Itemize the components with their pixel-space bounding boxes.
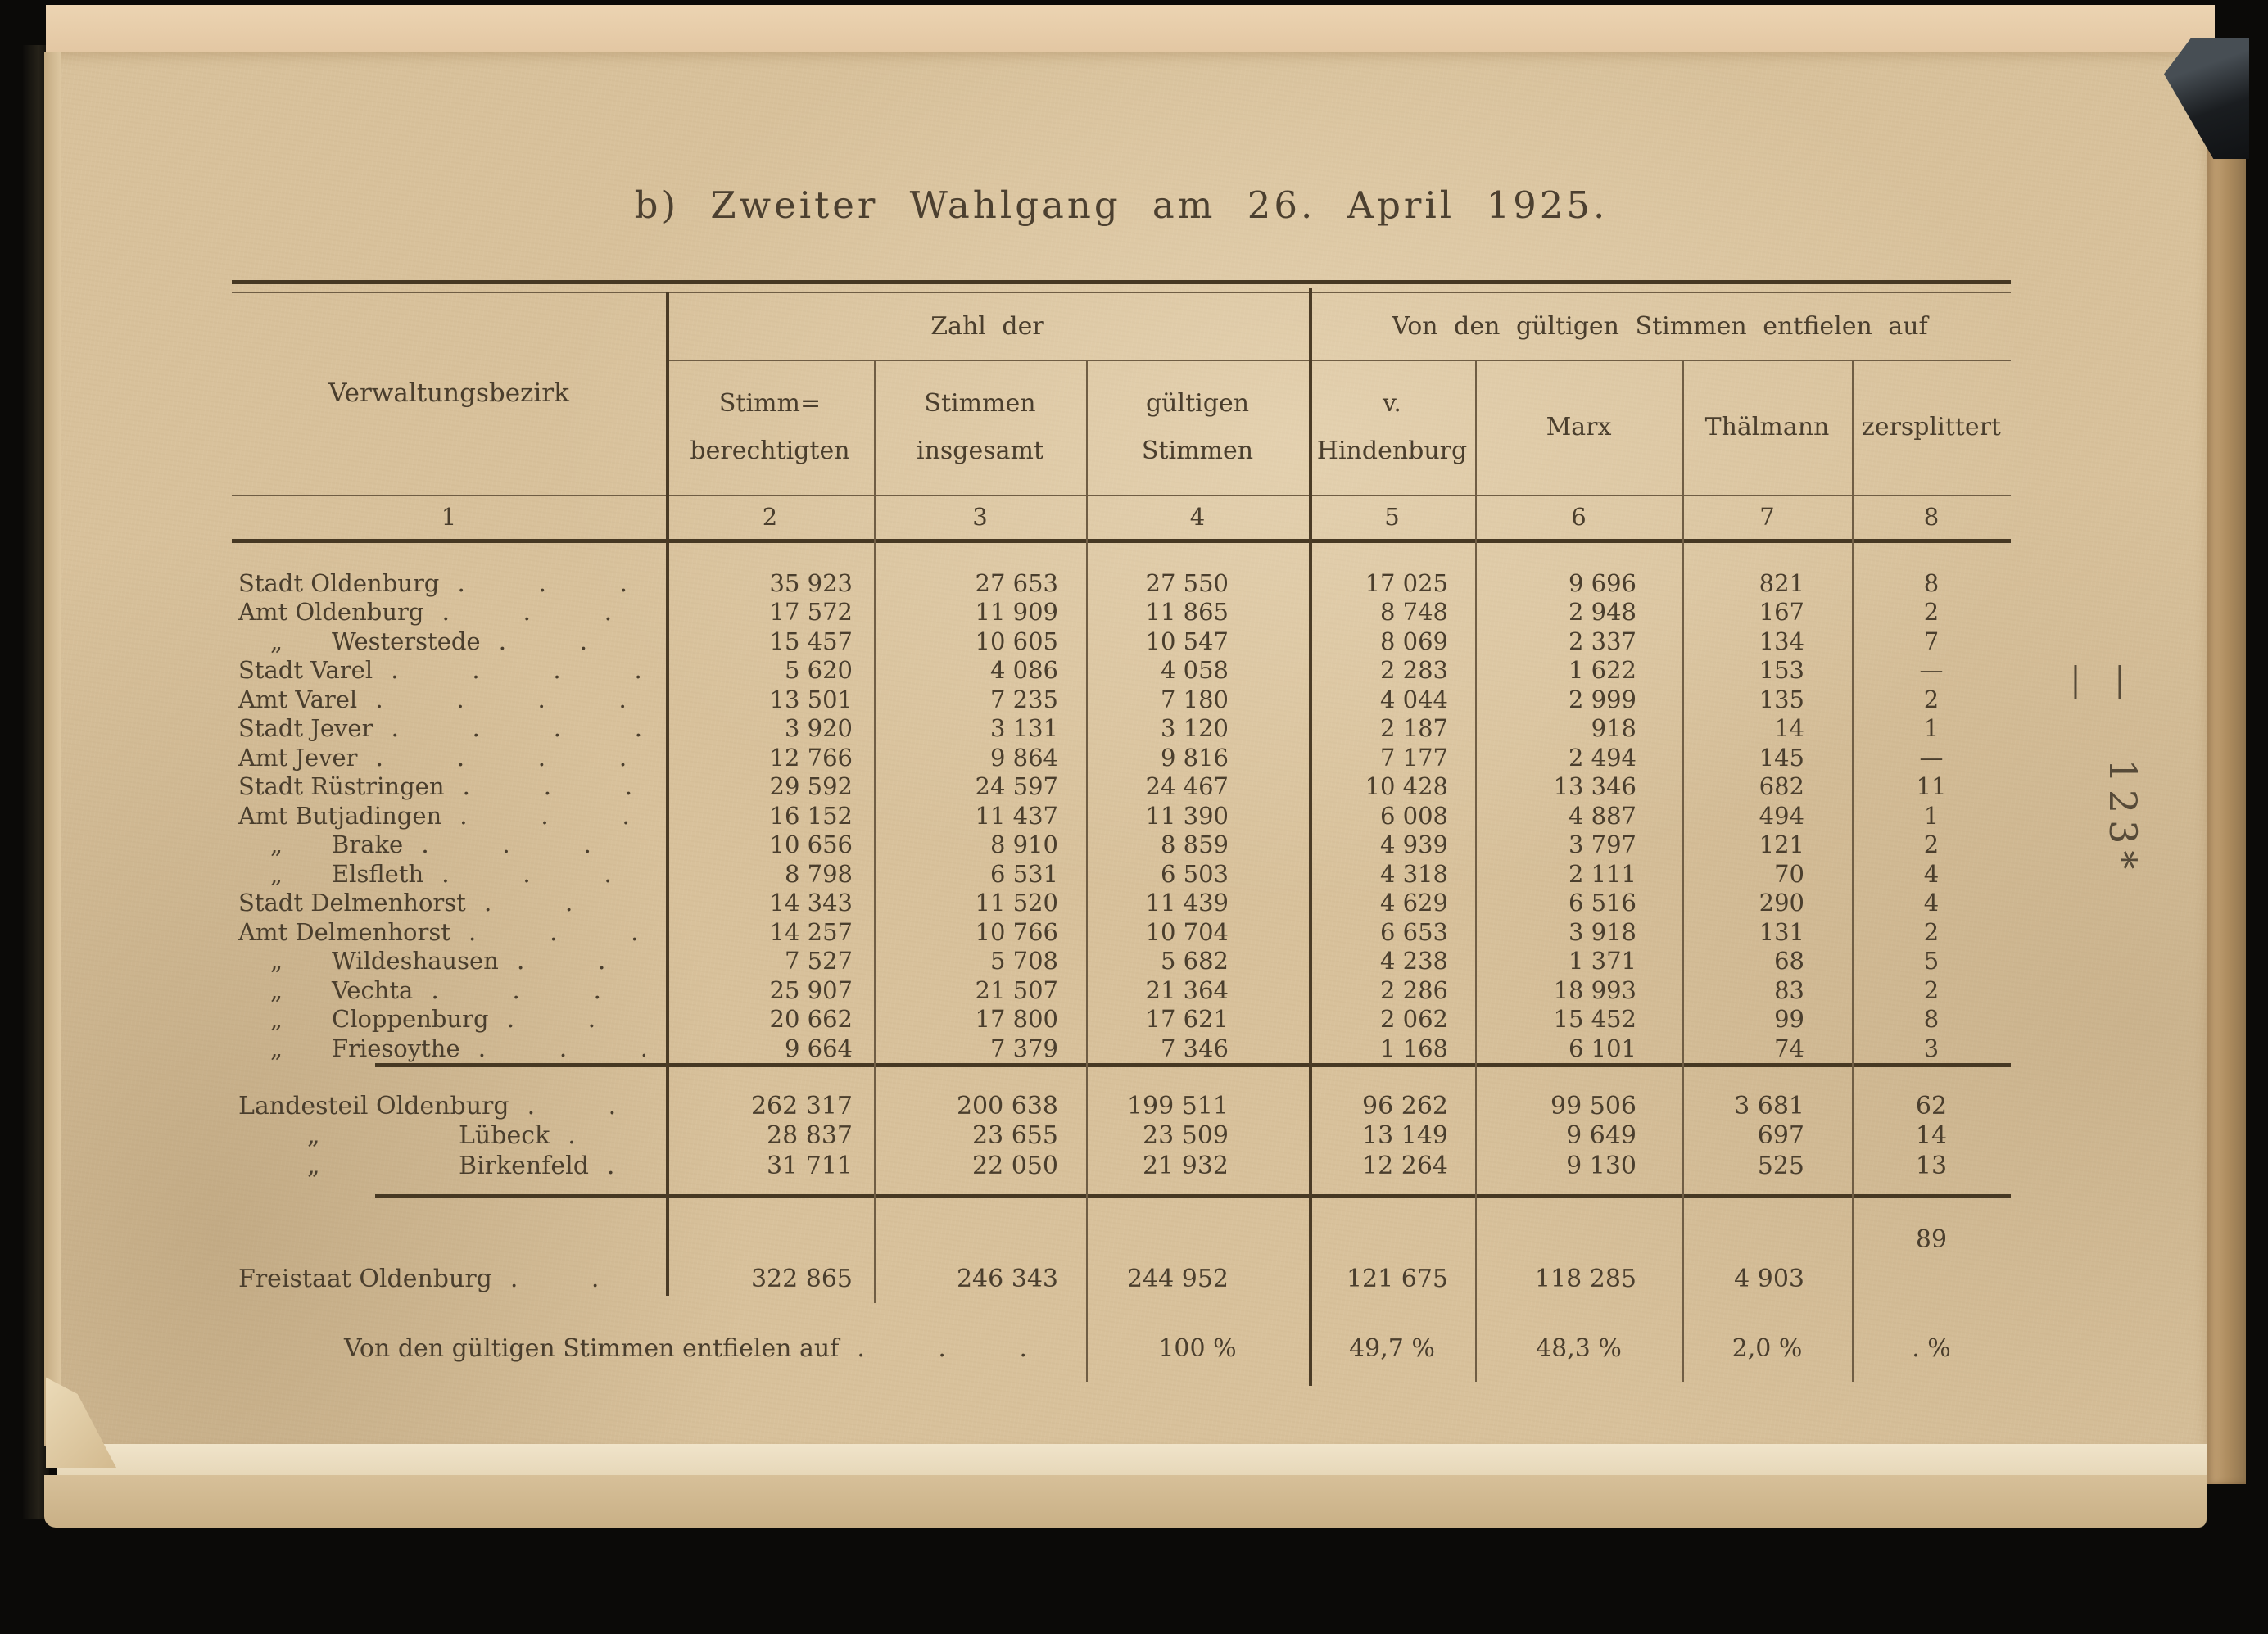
district-stub-cell	[232, 598, 666, 626]
table-row	[232, 859, 2011, 889]
cell-stimmen-insgesamt: 10 605	[975, 627, 1058, 655]
cell-stimmberechtigte: 35 923	[769, 568, 853, 597]
cell-thaelmann: 74	[1774, 1034, 1804, 1062]
district-label: Amt Jever	[238, 743, 358, 772]
column-number-row	[232, 495, 2011, 539]
column-number: 7	[1759, 503, 1775, 531]
dot-leader	[463, 772, 645, 797]
cell-stimmen-insgesamt: 11 520	[975, 889, 1058, 917]
cell-stimmberechtigte: 29 592	[769, 772, 853, 801]
cell-marx: 2 111	[1568, 859, 1636, 888]
column-header-gueltige-stimmen: gültigen Stimmen	[1141, 389, 1254, 465]
cell-stimmberechtigte: 14 257	[769, 917, 853, 946]
cell-marx: 918	[1591, 714, 1636, 743]
cell-hindenburg: 2 187	[1379, 714, 1448, 743]
district-label: Stadt Oldenburg	[238, 568, 440, 597]
cell-stimmen-insgesamt: 8 910	[989, 831, 1058, 859]
cell-zersplittert: 2	[1923, 917, 1940, 946]
cell-zersplittert: 2	[1923, 831, 1940, 859]
cell-stimmberechtigte: 8 798	[784, 859, 853, 888]
cell-marx: 99 506	[1550, 1091, 1636, 1120]
cell-hindenburg: 2 283	[1379, 656, 1448, 685]
district-label: Westerstede	[332, 627, 481, 655]
cell-marx: 1 371	[1568, 947, 1636, 975]
dot-leader	[391, 714, 645, 739]
column-header-stimmberechtigte: Stimm= berechtigten	[690, 389, 850, 465]
column-number: 6	[1571, 503, 1587, 531]
cell-gueltige-stimmen: 21 932	[1143, 1151, 1229, 1180]
cell-hindenburg: 4 629	[1379, 889, 1448, 917]
district-label: Landesteil Oldenburg	[238, 1091, 509, 1120]
cell-gueltige-stimmen: 9 816	[1160, 743, 1229, 772]
cell-stimmberechtigte: 20 662	[769, 1005, 853, 1034]
page-number: — 123* —	[2057, 663, 2145, 876]
group-header-gueltige-stimmen: Von den gültigen Stimmen entfielen auf	[1392, 311, 1928, 341]
cell-zersplittert: 8	[1923, 568, 1940, 597]
cell-stimmen-insgesamt: 11 909	[975, 598, 1058, 627]
page-left-edge	[44, 52, 61, 1444]
district-label: Wildeshausen	[332, 947, 499, 975]
cell-zersplittert: 14	[1915, 1121, 1948, 1151]
cell-marx: 3 797	[1568, 831, 1636, 859]
cell-thaelmann: 134	[1759, 627, 1804, 655]
table-row	[232, 685, 2011, 714]
dot-leader	[484, 889, 645, 913]
district-stub-cell	[232, 1005, 666, 1033]
cell-gueltige-stimmen: 17 621	[1145, 1005, 1229, 1034]
table-row	[232, 1224, 2011, 1294]
table-row	[232, 568, 2011, 598]
page-block-right-edge	[2207, 43, 2246, 1484]
cell-thaelmann: 68	[1774, 947, 1804, 975]
district-label: Amt Varel	[238, 685, 358, 713]
district-stub-cell	[232, 1092, 666, 1120]
ditto-mark: „	[270, 947, 283, 975]
cell-stimmen-insgesamt: 23 655	[972, 1121, 1058, 1151]
cell-hindenburg: 17 025	[1365, 568, 1448, 597]
cell-marx: 15 452	[1553, 1005, 1636, 1034]
district-stub-cell	[232, 772, 666, 800]
cell-zersplittert: 7	[1923, 627, 1940, 655]
table-row	[232, 1091, 2011, 1121]
rule-top-thick	[232, 280, 2011, 284]
district-label: Vechta	[332, 975, 414, 1004]
cell-gueltige-stimmen: 7 346	[1160, 1034, 1229, 1062]
cell-stimmen-insgesamt: 3 131	[989, 714, 1058, 743]
cell-stimmen-insgesamt: 9 864	[989, 743, 1058, 772]
cell-zersplittert: 11	[1916, 772, 1947, 801]
cell-stimmberechtigte: 13 501	[769, 685, 853, 713]
district-stub-cell	[232, 686, 666, 713]
ditto-mark: „	[270, 1005, 283, 1034]
ditto-mark: „	[307, 1151, 320, 1180]
dot-leader	[441, 860, 645, 885]
cell-thaelmann: 821	[1759, 568, 1804, 597]
cell-thaelmann: 3 681	[1734, 1091, 1804, 1120]
cell-gueltige-stimmen: 10 547	[1145, 627, 1229, 655]
dot-leader	[507, 1005, 645, 1030]
table-row	[232, 889, 2011, 918]
cell-stimmberechtigte: 262 317	[750, 1091, 853, 1120]
cell-zersplittert: —	[1919, 743, 1944, 772]
district-label: Freistaat Oldenburg	[238, 1264, 492, 1293]
cell-gueltige-stimmen: 27 550	[1145, 568, 1229, 597]
cell-marx: 6 516	[1568, 889, 1636, 917]
district-stub-cell	[232, 714, 666, 742]
cell-marx: 4 887	[1568, 801, 1636, 830]
cell-zersplittert: 89	[1915, 1224, 1948, 1254]
cell-stimmberechtigte: 31 711	[767, 1151, 853, 1180]
cell-stimmberechtigte: 28 837	[767, 1121, 853, 1151]
ditto-mark: „	[270, 627, 283, 655]
cell-hindenburg: 4 238	[1379, 947, 1448, 975]
percent-valid: 100 %	[1158, 1333, 1237, 1363]
district-stub-cell	[232, 831, 666, 858]
dot-leader	[375, 686, 645, 710]
cell-gueltige-stimmen: 23 509	[1143, 1121, 1229, 1151]
ditto-mark: „	[270, 859, 283, 888]
cell-hindenburg: 8 069	[1379, 627, 1448, 655]
district-stub-cell	[232, 627, 666, 655]
underlying-page-edge	[57, 1444, 2207, 1477]
cell-zersplittert: 1	[1923, 714, 1940, 743]
cell-stimmen-insgesamt: 246 343	[956, 1264, 1058, 1293]
dot-leader	[469, 918, 645, 943]
table-row	[232, 975, 2011, 1005]
cell-gueltige-stimmen: 10 704	[1145, 917, 1229, 946]
district-label: Amt Oldenburg	[238, 598, 424, 627]
cell-zersplittert: 4	[1923, 859, 1940, 888]
cell-stimmberechtigte: 7 527	[784, 947, 853, 975]
cell-stimmen-insgesamt: 4 086	[989, 656, 1058, 685]
cell-zersplittert: 2	[1923, 685, 1940, 713]
cell-zersplittert: 13	[1915, 1151, 1948, 1180]
cell-hindenburg: 2 286	[1379, 975, 1448, 1004]
cell-hindenburg: 2 062	[1379, 1005, 1448, 1034]
district-stub-cell	[232, 860, 666, 888]
cell-stimmberechtigte: 16 152	[769, 801, 853, 830]
cell-marx: 18 993	[1553, 975, 1636, 1004]
cell-gueltige-stimmen: 24 467	[1145, 772, 1229, 801]
cell-thaelmann: 682	[1759, 772, 1804, 801]
column-number: 5	[1384, 503, 1400, 531]
table-row	[232, 1034, 2011, 1063]
cell-zersplittert: 8	[1923, 1005, 1940, 1034]
cell-thaelmann: 525	[1757, 1151, 1804, 1180]
cell-stimmen-insgesamt: 21 507	[975, 975, 1058, 1004]
cell-stimmen-insgesamt: 11 437	[975, 801, 1058, 830]
district-rows	[232, 568, 2011, 1063]
page-title: b) Zweiter Wahlgang am 26. April 1925.	[634, 183, 1609, 227]
cell-gueltige-stimmen: 21 364	[1145, 975, 1229, 1004]
district-label: Brake	[332, 831, 404, 859]
table-row	[232, 714, 2011, 744]
rule-after-districts	[375, 1063, 2011, 1067]
cell-hindenburg: 121 675	[1346, 1264, 1448, 1293]
dot-leader	[457, 569, 645, 594]
cell-stimmen-insgesamt: 10 766	[975, 917, 1058, 946]
cell-stimmen-insgesamt: 27 653	[975, 568, 1058, 597]
cell-zersplittert: 3	[1923, 1034, 1940, 1062]
column-header-thaelmann: Thälmann	[1704, 413, 1830, 441]
district-label: Amt Delmenhorst	[238, 917, 450, 946]
district-stub-cell	[232, 1152, 666, 1180]
dot-leader	[527, 1092, 645, 1118]
results-table	[232, 280, 2011, 1398]
dot-leader	[391, 656, 645, 681]
cell-marx: 3 918	[1568, 917, 1636, 946]
cell-stimmen-insgesamt: 7 379	[989, 1034, 1058, 1062]
table-row	[232, 831, 2011, 860]
cell-thaelmann: 131	[1759, 917, 1804, 946]
cell-thaelmann: 697	[1757, 1121, 1804, 1151]
cell-gueltige-stimmen: 6 503	[1160, 859, 1229, 888]
cell-hindenburg: 4 318	[1379, 859, 1448, 888]
cell-gueltige-stimmen: 199 511	[1126, 1091, 1229, 1120]
column-number: 4	[1189, 503, 1206, 531]
cell-thaelmann: 153	[1759, 656, 1804, 685]
column-header-verwaltungsbezirk: Verwaltungsbezirk	[328, 378, 569, 408]
landesteil-rows	[232, 1091, 2011, 1181]
district-stub-cell	[232, 889, 666, 917]
table-row	[232, 801, 2011, 831]
cell-thaelmann: 83	[1774, 975, 1804, 1004]
cell-stimmen-insgesamt: 7 235	[989, 685, 1058, 713]
rule-header-bottom	[232, 539, 2011, 543]
district-stub-cell	[232, 918, 666, 946]
cell-thaelmann: 135	[1759, 685, 1804, 713]
district-stub-cell	[232, 1265, 666, 1293]
cell-marx: 6 101	[1568, 1034, 1636, 1062]
cell-thaelmann: 290	[1759, 889, 1804, 917]
column-header-stimmen-insgesamt: Stimmen insgesamt	[916, 389, 1044, 465]
cell-stimmen-insgesamt: 24 597	[975, 772, 1058, 801]
cell-thaelmann: 121	[1759, 831, 1804, 859]
district-stub-cell	[232, 569, 666, 597]
district-stub-cell	[232, 947, 666, 975]
cell-stimmberechtigte: 25 907	[769, 975, 853, 1004]
cell-gueltige-stimmen: 8 859	[1160, 831, 1229, 859]
cell-hindenburg: 6 008	[1379, 801, 1448, 830]
cell-zersplittert: 5	[1923, 947, 1940, 975]
percent-zersplittert: . %	[1912, 1333, 1951, 1363]
cell-zersplittert: 2	[1923, 598, 1940, 627]
cell-hindenburg: 4 044	[1379, 685, 1448, 713]
dot-leader	[421, 831, 645, 855]
cell-gueltige-stimmen: 11 439	[1145, 889, 1229, 917]
cell-gueltige-stimmen: 11 390	[1145, 801, 1229, 830]
cell-marx: 2 999	[1568, 685, 1636, 713]
cell-hindenburg: 96 262	[1362, 1091, 1448, 1120]
dot-leader	[376, 744, 645, 768]
cell-hindenburg: 13 149	[1362, 1121, 1448, 1151]
ditto-mark: „	[270, 975, 283, 1004]
cell-stimmen-insgesamt: 22 050	[972, 1151, 1058, 1180]
cell-thaelmann: 99	[1774, 1005, 1804, 1034]
cell-zersplittert: 1	[1923, 801, 1940, 830]
dot-leader	[459, 802, 645, 826]
district-label: Stadt Jever	[238, 714, 373, 743]
percent-thaelmann: 2,0 %	[1732, 1333, 1803, 1363]
district-label: Friesoythe	[332, 1034, 460, 1062]
cell-gueltige-stimmen: 244 952	[1126, 1264, 1229, 1293]
cell-stimmen-insgesamt: 200 638	[956, 1091, 1058, 1120]
dot-leader	[568, 1121, 645, 1147]
table-row	[232, 772, 2011, 802]
cell-hindenburg: 12 264	[1362, 1151, 1448, 1180]
table-row	[232, 1005, 2011, 1034]
cell-marx: 9 649	[1566, 1121, 1636, 1151]
cell-stimmberechtigte: 12 766	[769, 743, 853, 772]
cell-gueltige-stimmen: 5 682	[1160, 947, 1229, 975]
table-row	[232, 1151, 2011, 1181]
column-headers	[232, 360, 2011, 495]
cell-zersplittert: —	[1919, 656, 1944, 685]
cell-stimmberechtigte: 14 343	[769, 889, 853, 917]
turned-page-top-edge	[46, 5, 2215, 54]
cell-hindenburg: 4 939	[1379, 831, 1448, 859]
column-header-zersplittert: zersplittert	[1862, 413, 2001, 441]
table-row	[232, 743, 2011, 772]
district-stub-cell	[232, 976, 666, 1004]
cell-hindenburg: 7 177	[1379, 743, 1448, 772]
cell-thaelmann: 167	[1759, 598, 1804, 627]
percent-hindenburg: 49,7 %	[1349, 1333, 1435, 1363]
cell-thaelmann: 4 903	[1734, 1264, 1804, 1293]
dot-leader	[857, 1334, 1065, 1360]
column-number: 2	[762, 503, 778, 531]
district-stub-cell	[232, 802, 666, 830]
cell-stimmen-insgesamt: 17 800	[975, 1005, 1058, 1034]
dot-leader	[607, 1152, 645, 1178]
table-row	[232, 627, 2011, 656]
dot-leader	[441, 598, 645, 622]
group-header-zahl-der: Zahl der	[930, 311, 1044, 341]
cell-hindenburg: 1 168	[1379, 1034, 1448, 1062]
cell-hindenburg: 6 653	[1379, 917, 1448, 946]
cell-stimmberechtigte: 322 865	[750, 1264, 853, 1293]
table-row	[232, 1121, 2011, 1152]
district-stub-cell	[232, 744, 666, 772]
district-label: Cloppenburg	[332, 1005, 489, 1034]
cell-marx: 9 696	[1568, 568, 1636, 597]
rule-after-landesteile	[375, 1194, 2011, 1198]
dot-leader	[517, 947, 645, 971]
district-label: Lübeck	[459, 1121, 550, 1151]
cell-marx: 13 346	[1553, 772, 1636, 801]
cell-marx: 2 337	[1568, 627, 1636, 655]
cell-stimmen-insgesamt: 5 708	[989, 947, 1058, 975]
percent-marx: 48,3 %	[1536, 1333, 1622, 1363]
dot-leader	[431, 976, 645, 1001]
cell-hindenburg: 8 748	[1379, 598, 1448, 627]
cell-thaelmann: 494	[1759, 801, 1804, 830]
cell-gueltige-stimmen: 11 865	[1145, 598, 1229, 627]
cell-zersplittert: 2	[1923, 975, 1940, 1004]
district-stub-cell	[232, 1034, 666, 1062]
cell-stimmberechtigte: 3 920	[784, 714, 853, 743]
cell-gueltige-stimmen: 7 180	[1160, 685, 1229, 713]
district-label: Stadt Rüstringen	[238, 772, 445, 801]
percent-row-label: Von den gültigen Stimmen entfielen auf	[344, 1333, 840, 1363]
cell-stimmberechtigte: 10 656	[769, 831, 853, 859]
cell-marx: 2 948	[1568, 598, 1636, 627]
district-label: Amt Butjadingen	[238, 801, 442, 830]
cell-gueltige-stimmen: 3 120	[1160, 714, 1229, 743]
cell-stimmberechtigte: 15 457	[769, 627, 853, 655]
ditto-mark: „	[270, 831, 283, 859]
cell-zersplittert: 4	[1923, 889, 1940, 917]
cell-zersplittert: 62	[1915, 1091, 1948, 1120]
cell-stimmberechtigte: 9 664	[784, 1034, 853, 1062]
cell-marx: 2 494	[1568, 743, 1636, 772]
cell-marx: 1 622	[1568, 656, 1636, 685]
dot-leader	[478, 1034, 645, 1059]
district-stub-cell	[232, 1121, 666, 1150]
table-row	[232, 917, 2011, 947]
column-number: 8	[1923, 503, 1940, 531]
cell-stimmberechtigte: 17 572	[769, 598, 853, 627]
percent-row-label-cell	[232, 1334, 1086, 1363]
table-row	[232, 656, 2011, 686]
district-label: Stadt Varel	[238, 656, 373, 685]
cell-stimmberechtigte: 5 620	[784, 656, 853, 685]
cell-thaelmann: 70	[1774, 859, 1804, 888]
percent-row	[232, 1330, 2011, 1366]
table-row	[232, 947, 2011, 976]
cell-thaelmann: 14	[1774, 714, 1804, 743]
spacer	[232, 360, 666, 495]
dot-leader	[510, 1265, 645, 1291]
cell-gueltige-stimmen: 4 058	[1160, 656, 1229, 685]
table-row	[232, 598, 2011, 627]
page-bottom-deckle-edge	[44, 1475, 2207, 1528]
district-label: Elsfleth	[332, 859, 424, 888]
column-header-hindenburg: v. Hindenburg	[1316, 389, 1468, 465]
ditto-mark: „	[307, 1121, 320, 1151]
cell-thaelmann: 145	[1759, 743, 1804, 772]
cell-stimmen-insgesamt: 6 531	[989, 859, 1058, 888]
district-label: Stadt Delmenhorst	[238, 889, 466, 917]
ditto-mark: „	[270, 1034, 283, 1062]
cell-hindenburg: 10 428	[1365, 772, 1448, 801]
column-number: 1	[441, 503, 457, 531]
district-stub-cell	[232, 656, 666, 684]
cell-marx: 118 285	[1534, 1264, 1636, 1293]
dot-leader	[499, 627, 645, 652]
cell-marx: 9 130	[1566, 1151, 1636, 1180]
freistaat-total-row	[232, 1224, 2011, 1294]
district-label: Birkenfeld	[459, 1151, 589, 1180]
column-header-marx: Marx	[1546, 413, 1612, 441]
column-number: 3	[972, 503, 988, 531]
